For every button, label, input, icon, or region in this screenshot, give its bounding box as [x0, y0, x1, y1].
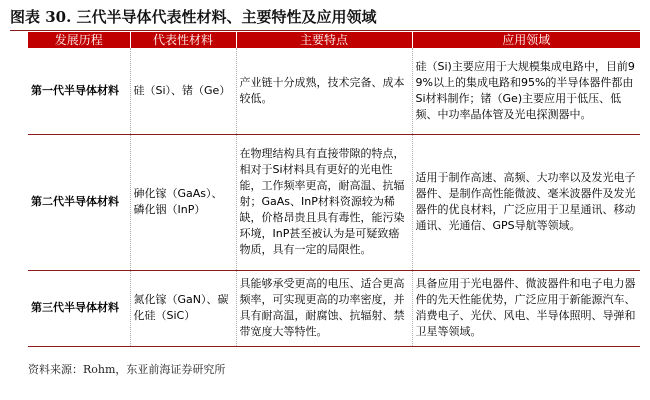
- materials-cell: 砷化镓（GaAs）、磷化铟（InP）: [130, 134, 236, 270]
- semiconductor-table: [28, 32, 640, 347]
- table-row: [28, 134, 640, 270]
- materials-cell: 硅（Si）、锗（Ge）: [130, 48, 236, 134]
- features-cell: 在物理结构具有直接带隙的特点，相对于Si材料具有更好的光电性能，工作频率更高，耐高温、抗辐射；GaAs、InP材料资源较为稀缺，价格昂贵且具有毒性，能污染环境，InP甚至被认为是可疑致癌物质，具有一定的局限性。: [236, 134, 412, 270]
- features-cell: 具能够承受更高的电压、适合更高频率，可实现更高的功率密度，并具有耐高温，耐腐蚀、抗辐射、禁带宽度大等特性。: [236, 270, 412, 346]
- figure-title: 图表 30. 三代半导体代表性材料、主要特性及应用领域: [10, 8, 377, 26]
- generation-cell: 第一代半导体材料: [28, 48, 130, 134]
- materials-cell: 氮化镓（GaN）、碳化硅（SiC）: [130, 270, 236, 346]
- title-divider: [10, 30, 640, 31]
- header-features: 主要特点: [236, 32, 412, 48]
- source-note: 资料来源：Rohm，东亚前海证券研究所: [28, 363, 226, 376]
- header-row: [28, 32, 640, 48]
- table-row: [28, 270, 640, 346]
- applications-cell: 适用于制作高速、高频、大功率以及发光电子器件、是制作高性能微波、毫米波器件及发光器件的优良材料，广泛应用于卫星通讯、移动通讯、光通信、GPS导航等领域。: [412, 134, 640, 270]
- generation-cell: 第二代半导体材料: [28, 134, 130, 270]
- applications-cell: 硅（Si)主要应用于大规模集成电路中，目前99%以上的集成电路和95%的半导体器件都由Si材料制作；锗（Ge)主要应用于低压、低频、中功率晶体管及光电探测器中。: [412, 48, 640, 134]
- header-applications: 应用领域: [412, 32, 640, 48]
- header-materials: 代表性材料: [130, 32, 236, 48]
- header-generation: 发展历程: [28, 32, 130, 48]
- generation-cell: 第三代半导体材料: [28, 270, 130, 346]
- applications-cell: 具备应用于光电器件、微波器件和电子电力器件的先天性能优势，广泛应用于新能源汽车、消费电子、光伏、风电、半导体照明、导弹和卫星等领域。: [412, 270, 640, 346]
- features-cell: 产业链十分成熟，技术完备、成本较低。: [236, 48, 412, 134]
- table-row: [28, 48, 640, 134]
